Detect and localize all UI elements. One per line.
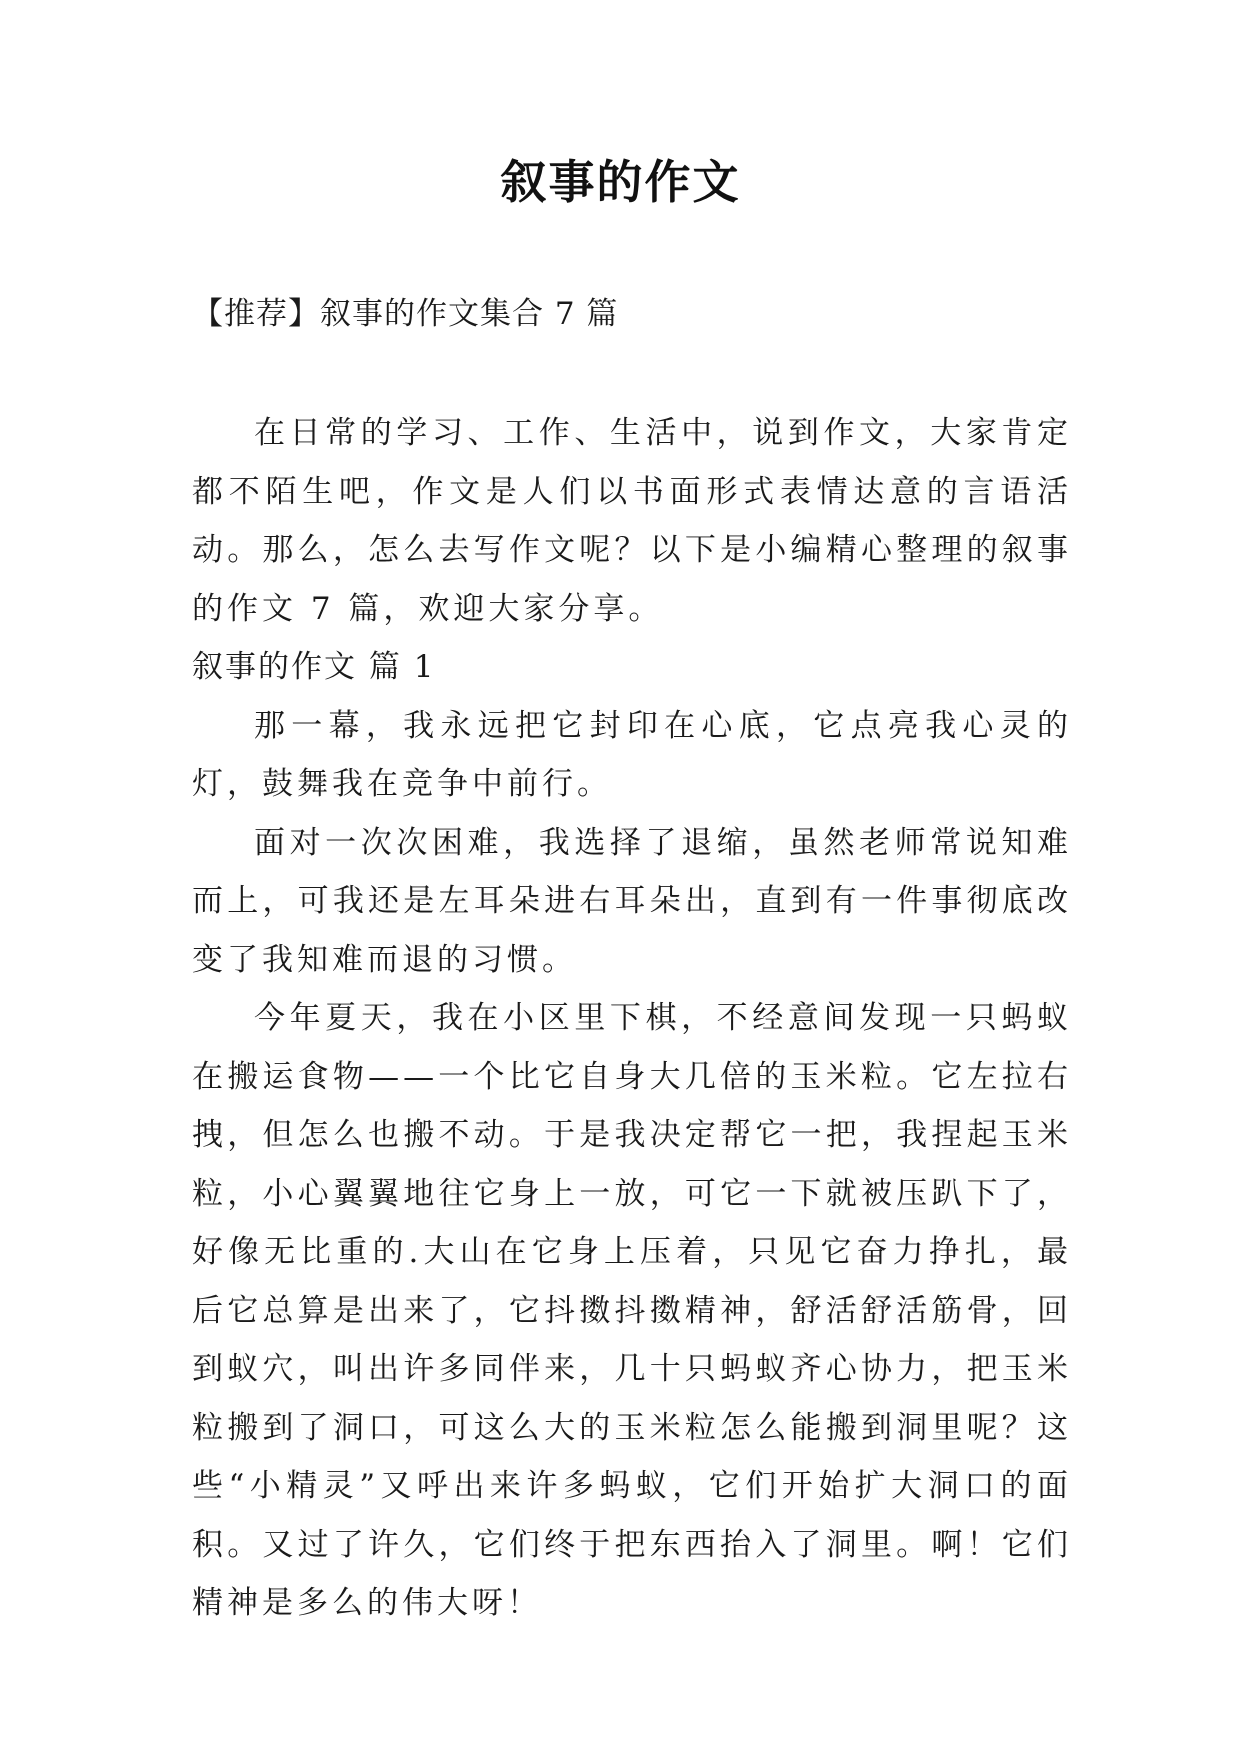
body-paragraph-3: 今年夏天，我在小区里下棋，不经意间发现一只蚂蚁在搬运食物——一个比它自身大几倍的玉米粒。它左拉右拽，但怎么也搬不动。于是我决定帮它一把，我捏起玉米粒，小心翼翼地往它身上一放，可它一下就被压趴下了，好像无比重的.大山在它身上压着，只见它奋力挣扎，最后它总算是出来了，它抖擞抖擞精神，舒活舒活筋骨，回到蚁穴，叫出许多同伴来，几十只蚂蚁齐心协力，把玉米粒搬到了洞口，可这么大的玉米粒怎么能搬到洞里呢？这些“小精灵”又呼出来许多蚂蚁，它们开始扩大洞口的面积。又过了许久，它们终于把东西抬入了洞里。啊！它们精神是多么的伟大呀！ <box>192 1000 1072 1621</box>
section-heading: 叙事的作文 篇 1 <box>192 649 436 685</box>
body-paragraph-1: 那一幕，我永远把它封印在心底，它点亮我心灵的灯，鼓舞我在竞争中前行。 <box>192 707 1072 802</box>
body-paragraph-2: 面对一次次困难，我选择了退缩，虽然老师常说知难而上，可我还是左耳朵进右耳朵出，直到有一件事彻底改变了我知难而退的习惯。 <box>192 824 1072 978</box>
intro-paragraph: 在日常的学习、工作、生活中，说到作文，大家肯定都不陌生吧，作文是人们以书面形式表情达意的言语活动。那么，怎么去写作文呢？以下是小编精心整理的叙事的作文 7 篇，欢迎大家分享。 <box>192 415 1072 627</box>
document-subtitle: 【推荐】叙事的作文集合 7 篇 <box>192 296 619 332</box>
document-title: 叙事的作文 <box>500 155 741 209</box>
document-body <box>192 404 1072 1633</box>
